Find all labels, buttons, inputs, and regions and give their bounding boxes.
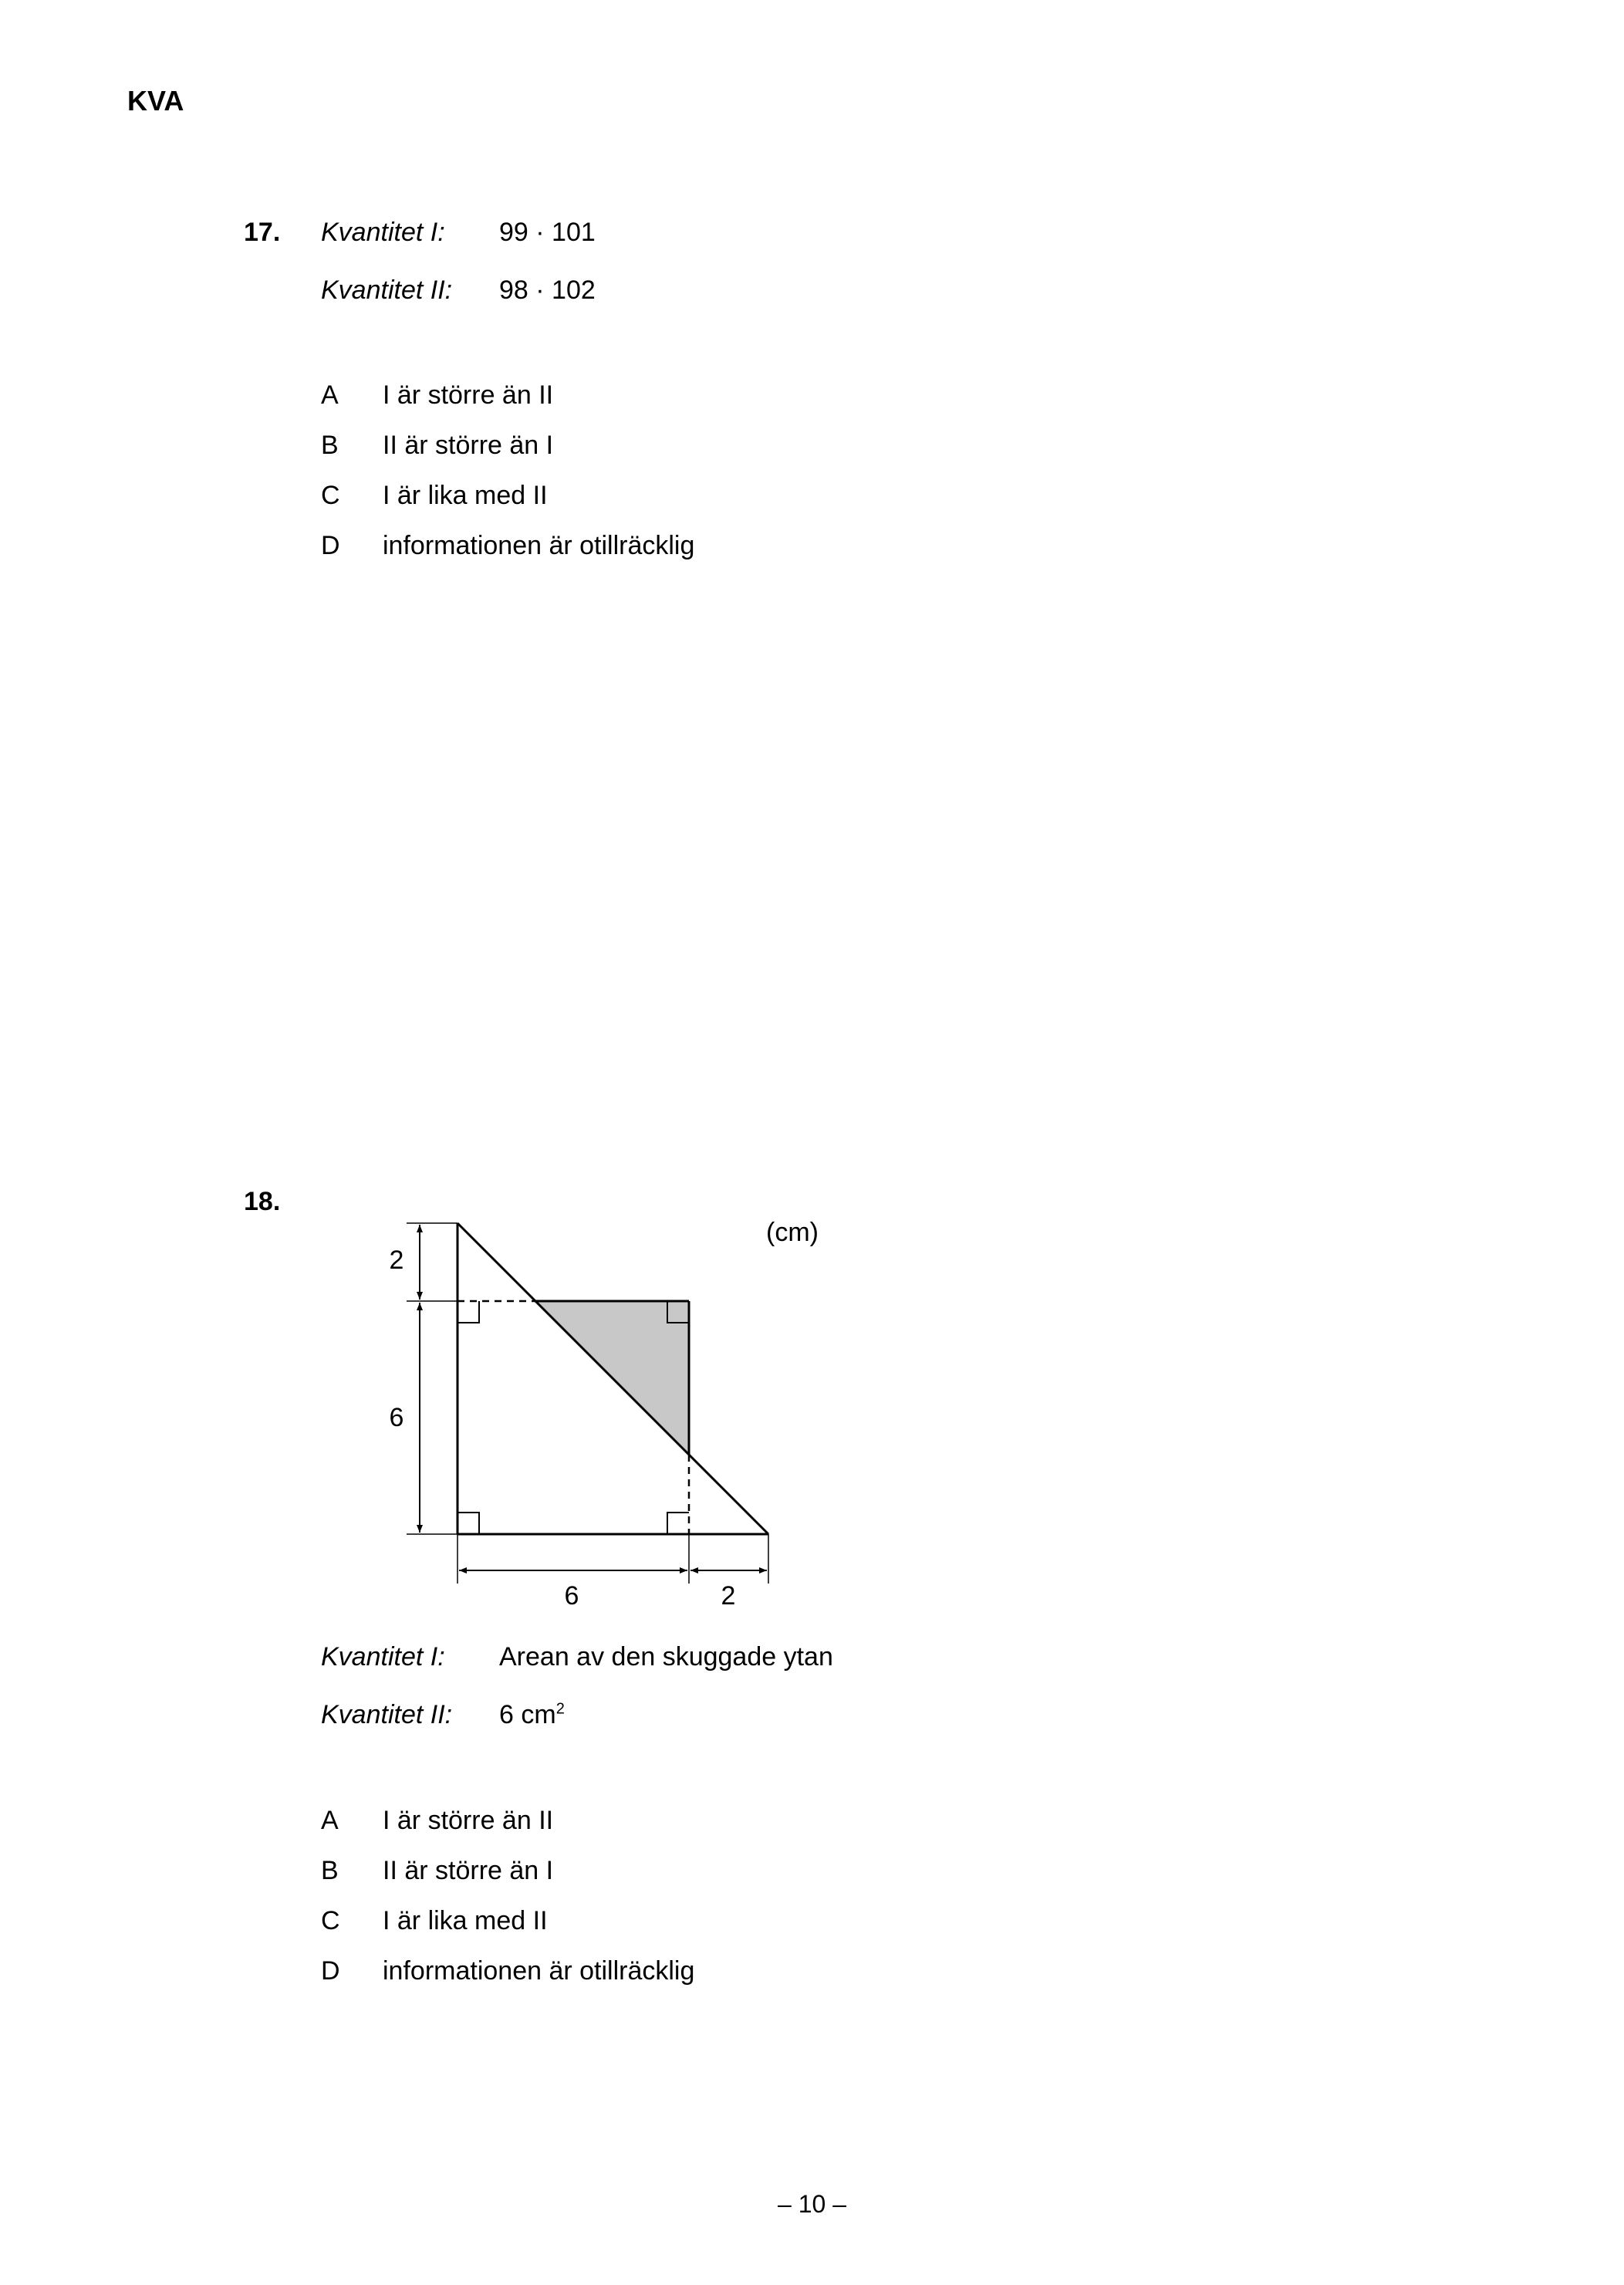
question-17-quantity-1-value: 99 · 101: [499, 218, 596, 247]
question-18-number: 18.: [244, 1187, 281, 1216]
question-18-option-c-text: I är lika med II: [383, 1906, 548, 1935]
dimension-label-top-left: 2: [389, 1246, 404, 1275]
question-18-option-a-letter: A: [321, 1806, 339, 1835]
question-18-quantity-2-label: Kvantitet II:: [321, 1700, 453, 1729]
unit-label: (cm): [766, 1218, 819, 1247]
question-17-option-a-letter: A: [321, 380, 339, 410]
dimension-label-left: 6: [389, 1403, 404, 1432]
hypotenuse-line: [457, 1223, 768, 1534]
question-17-option-b-text: II är större än I: [383, 431, 554, 460]
question-18-option-a-text: I är större än II: [383, 1806, 554, 1835]
question-17-quantity-2-label: Kvantitet II:: [321, 275, 453, 305]
page-number: – 10 –: [778, 2190, 846, 2218]
dimension-label-bottom-right: 2: [721, 1581, 736, 1611]
question-17-option-b-letter: B: [321, 431, 339, 460]
question-18-quantity-1-label: Kvantitet I:: [321, 1642, 445, 1671]
question-17-quantity-2-value: 98 · 102: [499, 275, 596, 305]
right-angle-marker-bottom-right: [667, 1513, 689, 1534]
question-17-option-a-text: I är större än II: [383, 380, 554, 410]
question-17-quantity-1-label: Kvantitet I:: [321, 218, 445, 247]
question-18-option-b-letter: B: [321, 1856, 339, 1885]
question-17-option-c-letter: C: [321, 481, 340, 510]
question-18-quantity-2-value: [499, 1700, 565, 1730]
quantity-2-value-text: 6 cm: [499, 1700, 556, 1729]
question-18-option-b-text: II är större än I: [383, 1856, 554, 1885]
question-17-number: 17.: [244, 218, 281, 247]
question-18-option-d-text: informationen är otillräcklig: [383, 1956, 695, 1986]
question-17-option-d-letter: D: [321, 531, 340, 560]
quantity-2-unit-exponent: 2: [555, 1700, 565, 1718]
right-angle-marker-bottom-left: [457, 1513, 479, 1534]
question-17-option-c-text: I är lika med II: [383, 481, 548, 510]
question-17-option-d-text: informationen är otillräcklig: [383, 531, 695, 560]
section-label: KVA: [127, 85, 184, 117]
question-18-option-c-letter: C: [321, 1906, 340, 1935]
question-18-option-d-letter: D: [321, 1956, 340, 1986]
question-18-quantity-1-value: Arean av den skuggade ytan: [499, 1642, 833, 1671]
dimension-label-bottom: 6: [564, 1581, 579, 1611]
right-angle-marker-top-left: [457, 1301, 479, 1323]
